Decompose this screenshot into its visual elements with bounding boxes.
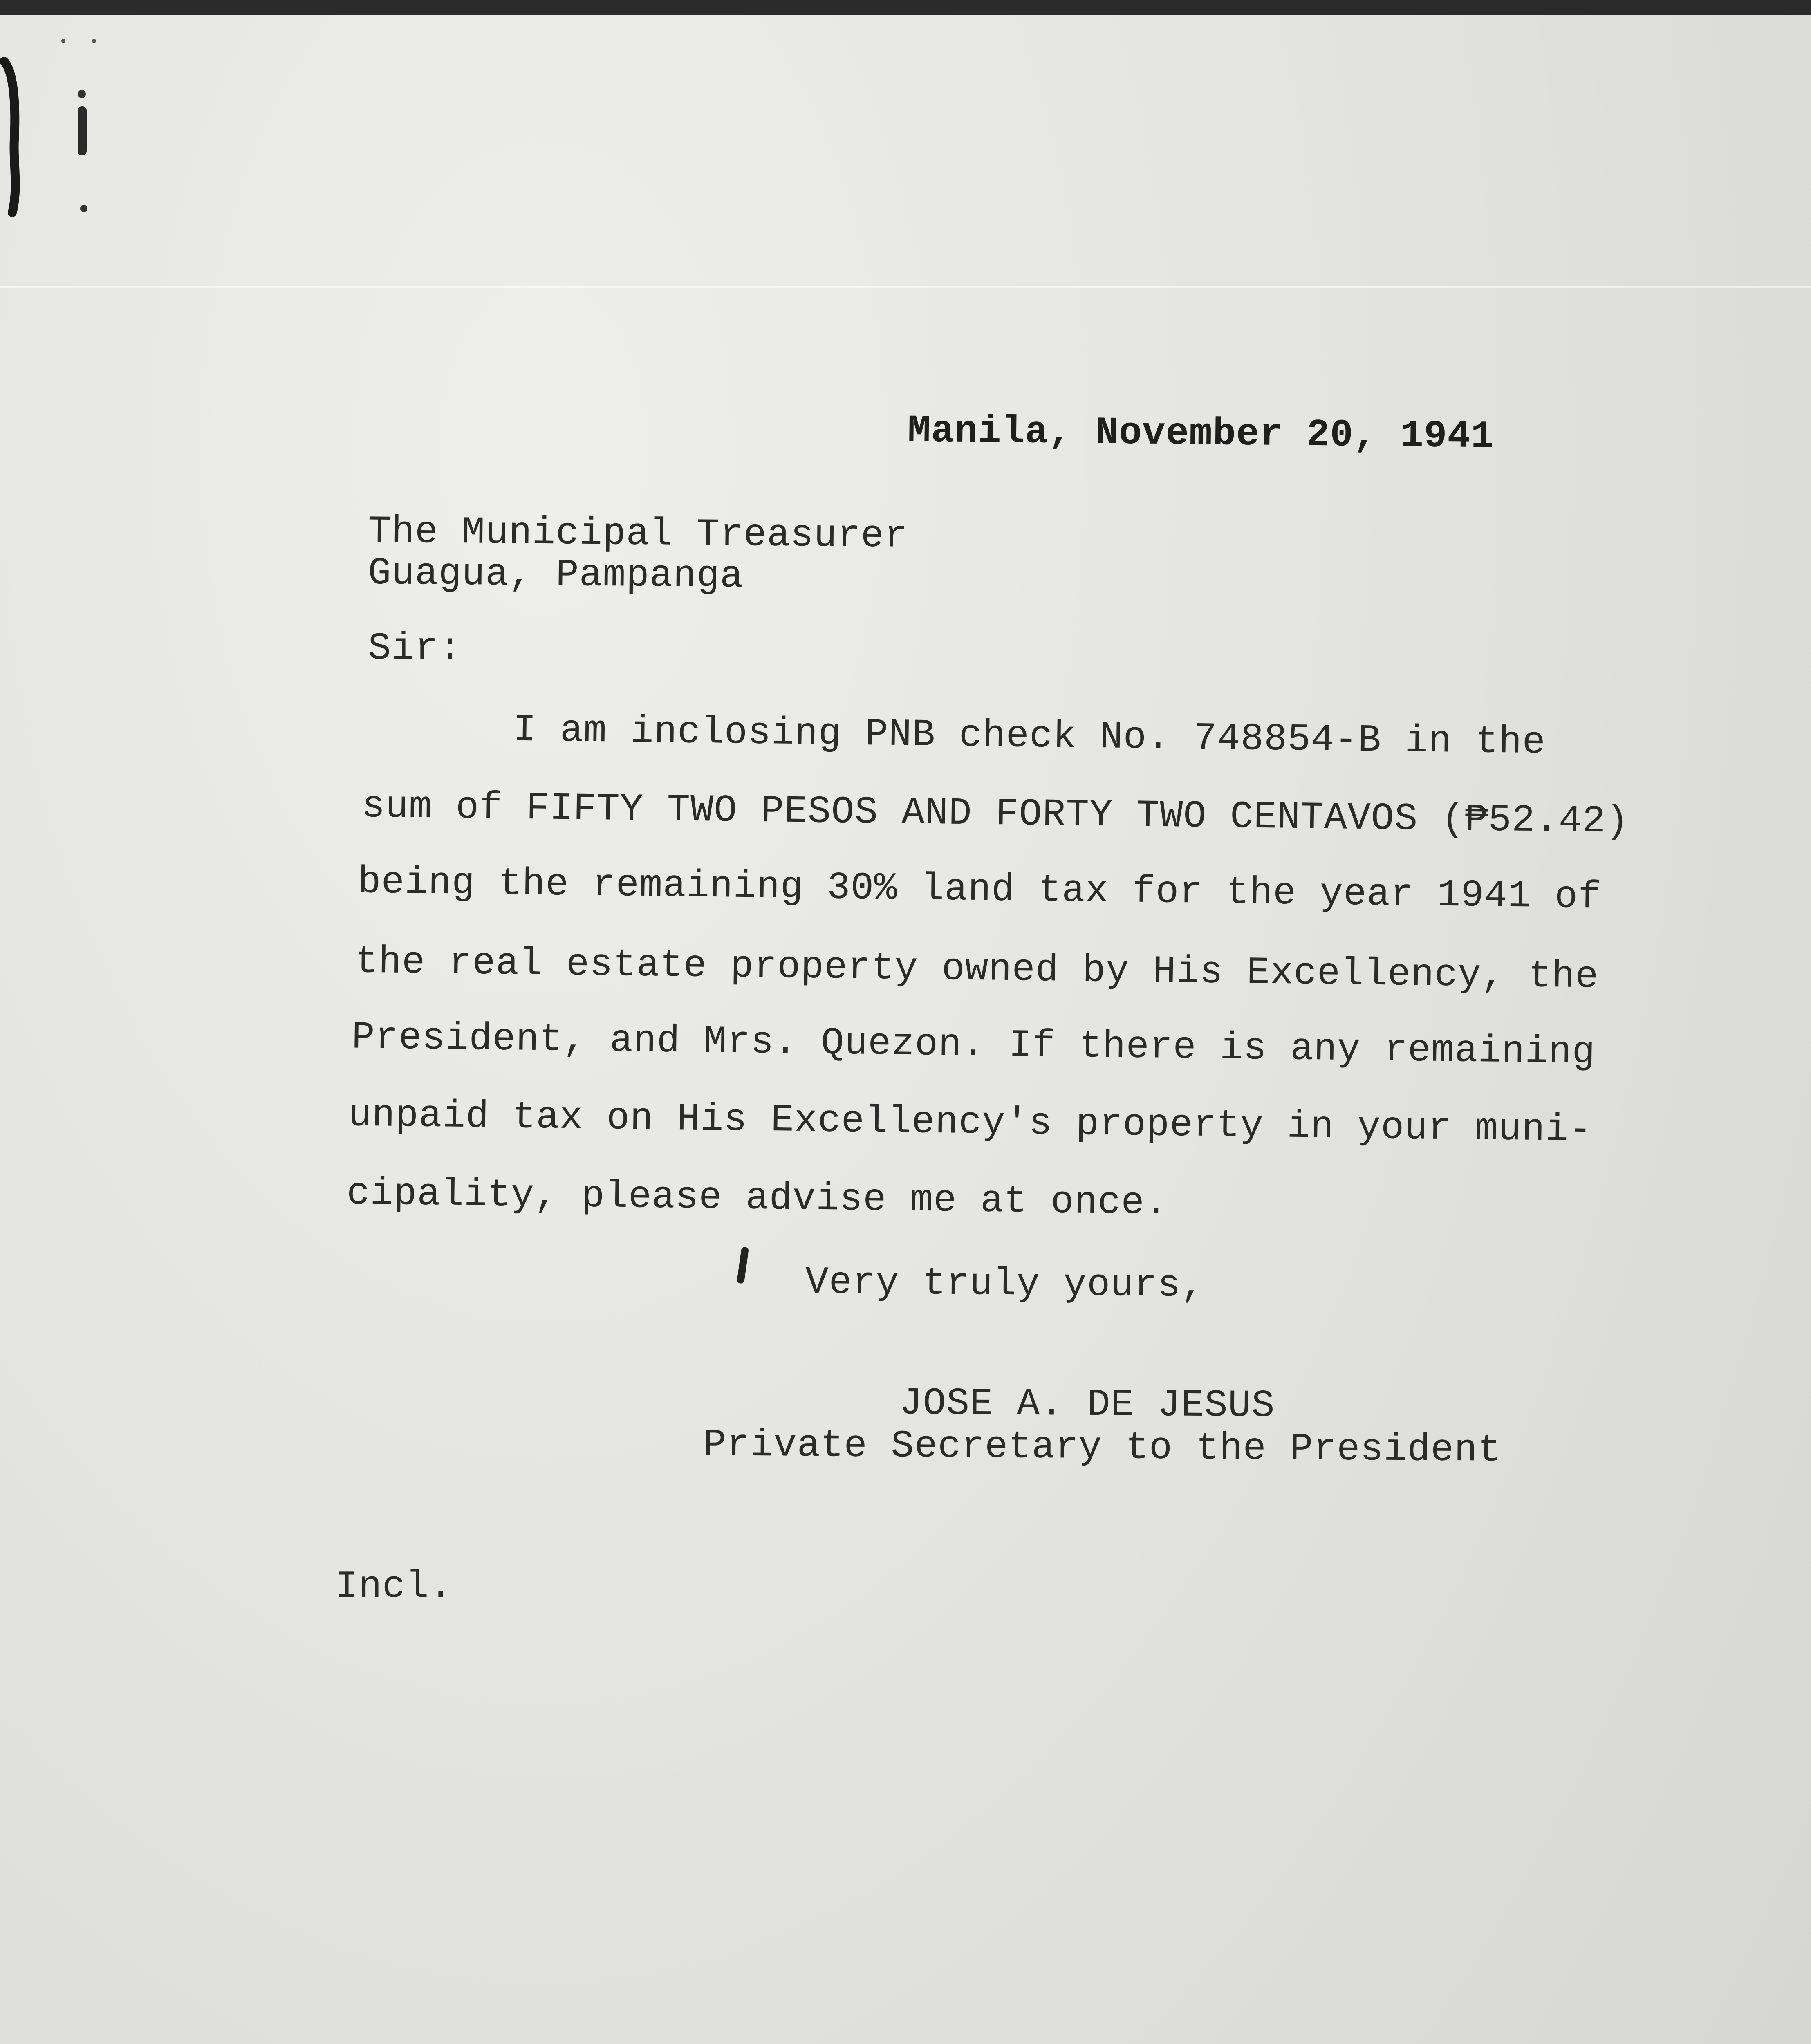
letter-date-line: Manila, November 20, 1941 <box>907 409 1495 459</box>
body-line: I am inclosing PNB check No. 748854-B in the <box>513 708 1546 765</box>
scan-top-edge <box>0 0 1811 15</box>
body-line: sum of FIFTY TWO PESOS AND FORTY TWO CENTAVOS (₱52.42) <box>361 785 1629 844</box>
body-line: being the remaining 30% land tax for the year 1941 of <box>357 861 1602 919</box>
stray-pen-mark <box>737 1246 749 1284</box>
enclosure-note: Incl. <box>335 1565 453 1609</box>
body-line: unpaid tax on His Excellency's property in your muni- <box>348 1094 1593 1152</box>
body-line: cipality, please advise me at once. <box>346 1172 1168 1226</box>
signature-title: Private Secretary to the President <box>703 1423 1502 1472</box>
recipient-line-1: The Municipal Treasurer <box>368 510 908 558</box>
ink-smudge-marks <box>0 33 106 245</box>
recipient-line-2: Guagua, Pampanga <box>368 551 744 599</box>
closing-line: Very truly yours, <box>805 1261 1205 1308</box>
paper-fold-line <box>0 286 1811 288</box>
signature-name: JOSE A. DE JESUS <box>899 1382 1275 1428</box>
body-line: the real estate property owned by His Excellency, the <box>354 940 1599 999</box>
body-line: President, and Mrs. Quezon. If there is any remaining <box>351 1016 1596 1075</box>
salutation: Sir: <box>368 627 462 670</box>
